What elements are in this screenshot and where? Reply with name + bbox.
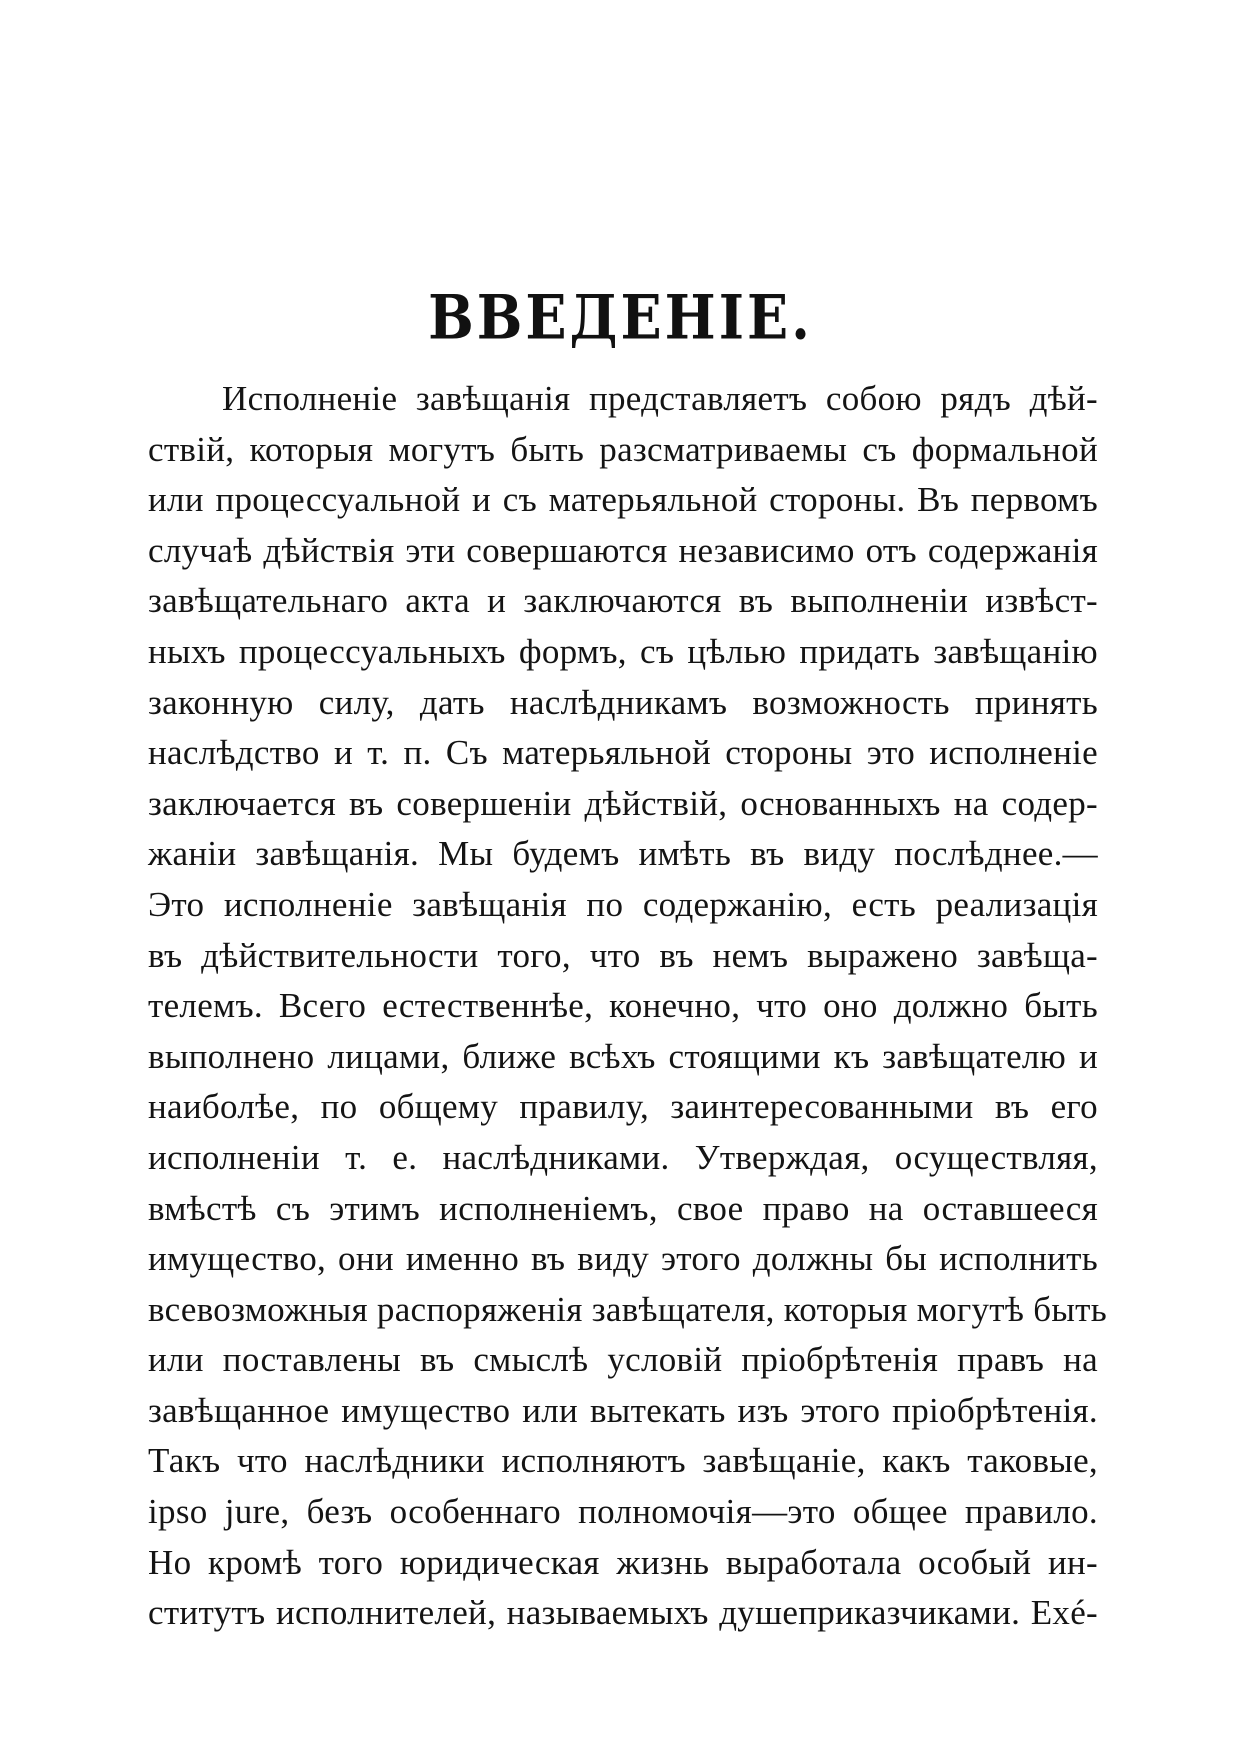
text-line: ствій, которыя могутъ быть разсматриваемы съ формальной: [148, 429, 1098, 469]
text-line: Это исполненіе завѣщанія по содержанію, есть реализація: [148, 884, 1098, 924]
text-line: выполнено лицами, ближе всѣхъ стоящими къ завѣщателю и: [148, 1036, 1098, 1076]
text-line: наиболѣе, по общему правилу, заинтересованными въ его: [148, 1087, 1098, 1127]
text-line: въ дѣйствительности того, что въ немъ выражено завѣща-: [148, 935, 1098, 975]
text-line: исполненіи т. е. наслѣдниками. Утверждая, осуществляя,: [148, 1137, 1098, 1177]
text-line: ipso jure, безъ особеннаго полномочія—это общее правило.: [148, 1492, 1098, 1532]
text-line: Исполненіе завѣщанія представляетъ собою рядъ дѣй-: [222, 379, 1098, 418]
text-line: ститутъ исполнителей, называемыхъ душеприказчиками. Exé-: [148, 1593, 1098, 1633]
text-line: имущество, они именно въ виду этого должны бы исполнить: [148, 1239, 1098, 1279]
text-line: Такъ что наслѣдники исполняютъ завѣщаніе, какъ таковые,: [148, 1441, 1098, 1481]
chapter-heading: ВВЕДЕНІЕ.: [428, 281, 813, 353]
text-line: всевозможныя распоряженія завѣщателя, которыя могутѣ быть: [148, 1289, 1108, 1329]
text-line: наслѣдство и т. п. Съ матерьяльной стороны это исполненіе: [148, 733, 1098, 773]
text-line: или процессуальной и съ матерьяльной стороны. Въ первомъ: [148, 480, 1098, 520]
text-line: телемъ. Всего естественнѣе, конечно, что оно должно быть: [148, 986, 1098, 1026]
text-line: или поставлены въ смыслѣ условій пріобрѣтенія правъ на: [148, 1340, 1098, 1380]
text-line: ныхъ процессуальныхъ формъ, съ цѣлью придать завѣщанію: [148, 631, 1098, 671]
text-line: вмѣстѣ съ этимъ исполненіемъ, свое право на оставшееся: [148, 1188, 1098, 1228]
text-line: завѣщательнаго акта и заключаются въ выполненіи извѣст-: [148, 581, 1098, 621]
text-line: жаніи завѣщанія. Мы будемъ имѣть въ виду послѣднее.—: [148, 834, 1098, 874]
text-line: завѣщанное имущество или вытекать изъ этого пріобрѣтенія.: [148, 1390, 1098, 1430]
body-paragraph: [148, 374, 1108, 1639]
text-line: Но кромѣ того юридическая жизнь выработала особый ин-: [148, 1542, 1098, 1582]
text-line: случаѣ дѣйствія эти совершаются независимо отъ содержанія: [148, 530, 1098, 570]
text-line: заключается въ совершеніи дѣйствій, основанныхъ на содер-: [148, 783, 1098, 823]
text-line: законную силу, дать наслѣдникамъ возможность принять: [148, 682, 1098, 722]
